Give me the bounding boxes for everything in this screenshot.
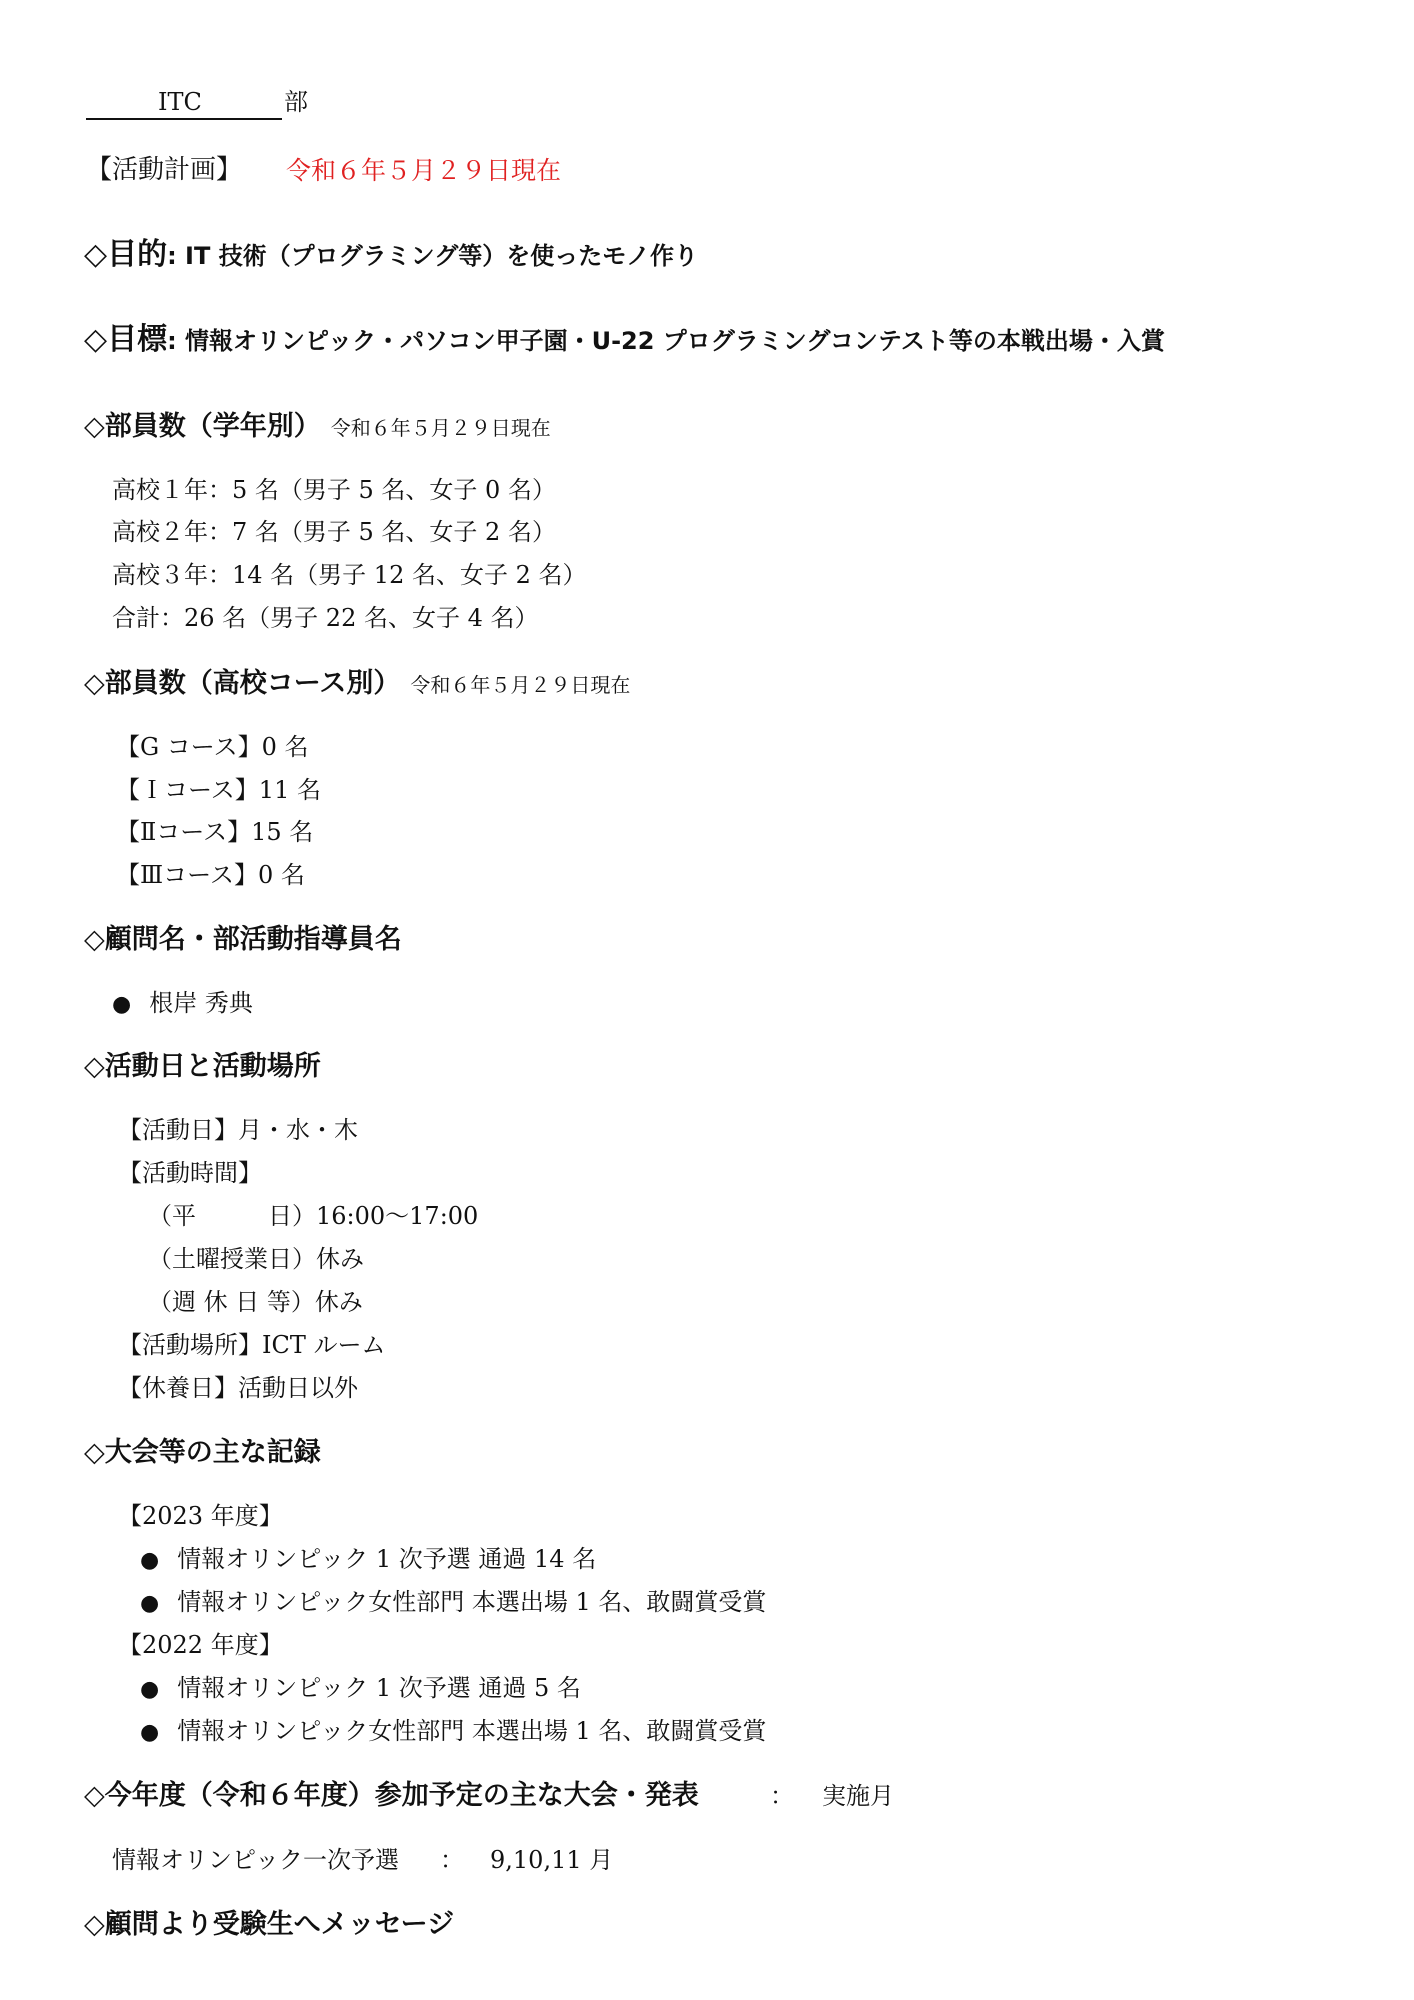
purpose-row — [84, 238, 698, 273]
planned-event-colon: ： — [440, 1846, 464, 1874]
course-note: 令和６年５月２９日現在 — [410, 673, 631, 697]
goal-text: : 情報オリンピック・パソコン甲子園・U-22 プログラミングコンテスト等の本戦出場・入賞 — [167, 327, 1165, 355]
planned-event: 情報オリンピック一次予選 — [112, 1846, 400, 1874]
record-item: ● 情報オリンピック女性部門 本選出場 1 名、敢闘賞受賞 — [140, 1587, 766, 1619]
goal-row — [84, 323, 1165, 358]
course-heading-row — [84, 667, 630, 702]
schedule-heading: ◇活動日と活動場所 — [84, 1051, 321, 1082]
purpose-text: : IT 技術（プログラミング等）を使ったモノ作り — [167, 242, 698, 270]
planned-colon: ： — [770, 1782, 794, 1810]
record-year-label: 【2023 年度】 — [118, 1502, 283, 1530]
course-row: 【G コース】0 名 — [116, 733, 309, 761]
course-heading: ◇部員数（高校コース別） — [84, 668, 401, 699]
record-item: ● 情報オリンピック女性部門 本選出場 1 名、敢闘賞受賞 — [140, 1716, 766, 1748]
goal-heading: ◇目標 — [84, 322, 168, 357]
course-row: 【Ⅲコース】0 名 — [116, 861, 305, 889]
record-item: ● 情報オリンピック 1 次予選 通過 5 名 — [140, 1673, 581, 1705]
grade-row: 高校３年：14 名（男子 12 名、女子 2 名） — [112, 561, 587, 589]
grade-row: 高校２年：7 名（男子 5 名、女子 2 名） — [112, 518, 556, 546]
rest-days: 【休養日】活動日以外 — [118, 1374, 358, 1402]
record-item: ● 情報オリンピック 1 次予選 通過 14 名 — [140, 1544, 596, 1576]
record-year-label: 【2022 年度】 — [118, 1631, 283, 1659]
planned-month-header: 実施月 — [822, 1782, 894, 1810]
club-suffix: 部 — [284, 88, 308, 116]
saturday-time: （土曜授業日）休み — [148, 1245, 364, 1273]
activity-days: 【活動日】月・水・木 — [118, 1116, 358, 1144]
grade-total-row: 合計：26 名（男子 22 名、女子 4 名） — [112, 604, 539, 632]
message-heading: ◇顧問より受験生へメッセージ — [84, 1909, 455, 1940]
grade-note: 令和６年５月２９日現在 — [330, 416, 551, 440]
club-name: ITC — [158, 88, 202, 116]
planned-event-months: 9,10,11 月 — [490, 1846, 614, 1874]
activity-place: 【活動場所】ICT ルーム — [118, 1331, 386, 1359]
grade-heading-row — [84, 410, 551, 445]
course-row: 【Ⅱコース】15 名 — [116, 818, 314, 846]
grade-heading: ◇部員数（学年別） — [84, 411, 321, 442]
grade-row: 高校１年：5 名（男子 5 名、女子 0 名） — [112, 476, 556, 504]
plan-label: 【活動計画】 — [86, 155, 243, 185]
holiday-time: （週 休 日 等）休み — [148, 1288, 363, 1316]
weekday-time: （平 日）16:00～17:00 — [148, 1202, 479, 1230]
advisor-heading: ◇顧問名・部活動指導員名 — [84, 924, 402, 955]
course-row: 【Ｉコース】11 名 — [116, 776, 321, 804]
records-heading: ◇大会等の主な記録 — [84, 1437, 321, 1468]
advisor-name: ● 根岸 秀典 — [112, 988, 253, 1020]
planned-heading: ◇今年度（令和６年度）参加予定の主な大会・発表 — [84, 1780, 699, 1811]
plan-date: 令和６年５月２９日現在 — [286, 156, 562, 185]
purpose-heading: ◇目的 — [84, 237, 168, 272]
activity-time-label: 【活動時間】 — [118, 1159, 262, 1187]
